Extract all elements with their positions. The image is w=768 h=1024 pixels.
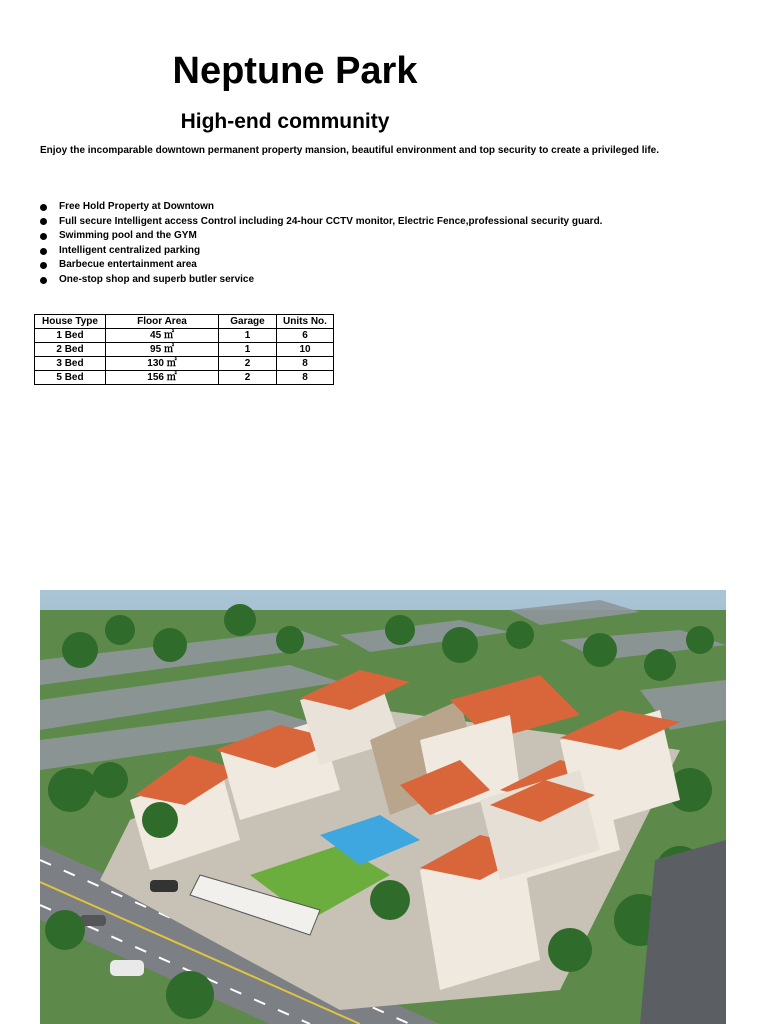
table-cell: 130 ㎡ [106,357,219,371]
aerial-rendering [40,590,726,1024]
list-item: Intelligent centralized parking [40,244,602,259]
column-header: Units No. [277,315,334,329]
table-cell: 95 ㎡ [106,343,219,357]
bullet-icon [40,204,47,211]
table-row [35,329,334,343]
table-cell: 1 Bed [35,329,106,343]
table-cell: 6 [277,329,334,343]
table-row [35,371,334,385]
table-cell: 10 [277,343,334,357]
column-header: Floor Area [106,315,219,329]
table-cell: 1 [219,343,277,357]
table-cell: 3 Bed [35,357,106,371]
table-cell: 2 [219,371,277,385]
bullet-icon [40,277,47,284]
column-header: Garage [219,315,277,329]
page-title: Neptune Park [172,50,418,92]
intro-paragraph: Enjoy the incomparable downtown permanent property mansion, beautiful environment and top security to create a privileged life. [40,145,659,156]
aerial-rendering-illustration [40,590,726,1024]
bullet-icon [40,233,47,240]
table-row [35,357,334,371]
table-header-row [35,315,334,329]
table-cell: 45 ㎡ [106,329,219,343]
table-cell: 2 Bed [35,343,106,357]
list-item: One-stop shop and superb butler service [40,273,602,288]
table-cell: 8 [277,357,334,371]
list-item: Barbecue entertainment area [40,258,602,273]
table-row [35,343,334,357]
bullet-icon [40,248,47,255]
list-item: Free Hold Property at Downtown [40,200,602,215]
table-cell: 8 [277,371,334,385]
page-subtitle: High-end community [180,110,390,133]
table-cell: 2 [219,357,277,371]
list-item: Full secure Intelligent access Control including 24-hour CCTV monitor, Electric Fence,professional security guard. [40,215,602,230]
bullet-icon [40,262,47,269]
list-item: Swimming pool and the GYM [40,229,602,244]
table-cell: 156 ㎡ [106,371,219,385]
house-type-table [34,314,334,385]
column-header: House Type [35,315,106,329]
table-cell: 1 [219,329,277,343]
feature-list [40,200,602,288]
table-cell: 5 Bed [35,371,106,385]
bullet-icon [40,218,47,225]
